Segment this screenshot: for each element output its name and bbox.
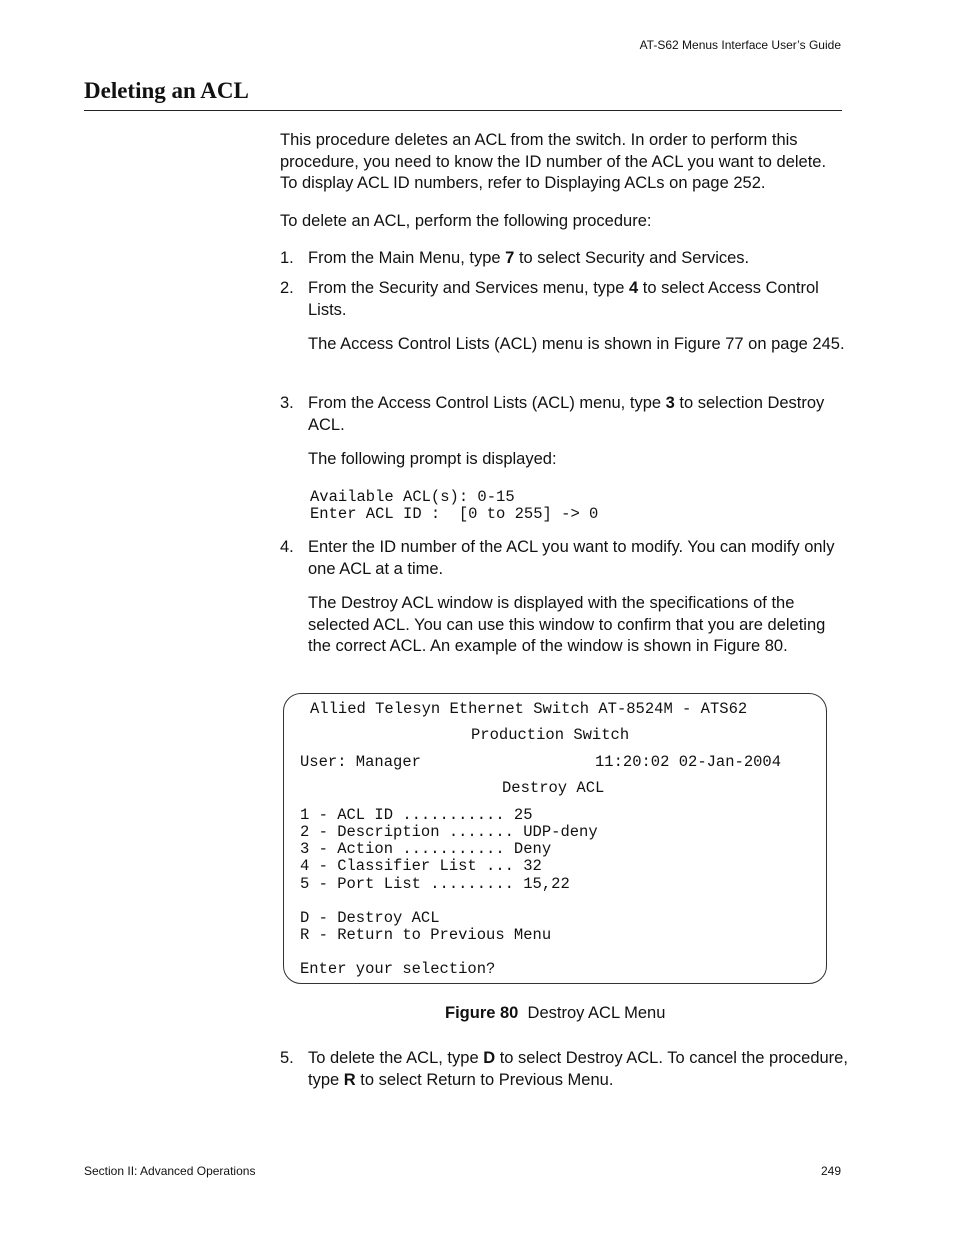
step-3-number: 3. — [280, 394, 294, 412]
step-4-text: Enter the ID number of the ACL you want to modify. You can modify only one ACL at a time. — [308, 538, 835, 578]
menu-option-return: R - Return to Previous Menu — [300, 926, 552, 944]
intro-paragraph: This procedure deletes an ACL from the switch. In order to perform this procedure, you need to know the ID number of the ACL you want to delete. To display ACL ID numbers, refer to Displaying ACLs on page 252. — [280, 131, 827, 192]
screen-selection-prompt: Enter your selection? — [300, 960, 496, 978]
screen-header-line: Allied Telesyn Ethernet Switch AT-8524M - ATS62 — [310, 700, 748, 718]
procedure-intro: To delete an ACL, perform the following procedure: — [280, 212, 652, 230]
step-2-note: The Access Control Lists (ACL) menu is shown in Figure 77 on page 245. — [308, 335, 845, 353]
step-5-number: 5. — [280, 1049, 294, 1067]
step-2-number: 2. — [280, 279, 294, 297]
page-number: 249 — [820, 1164, 841, 1178]
screen-user: User: Manager — [300, 753, 421, 771]
footer-section: Section II: Advanced Operations — [84, 1164, 256, 1178]
figure-caption: Figure 80 Destroy ACL Menu — [445, 1004, 666, 1022]
screen-menu-title: Destroy ACL — [502, 779, 605, 797]
section-title: Deleting an ACL — [84, 78, 249, 103]
step-4-number: 4. — [280, 538, 294, 556]
menu-item-classifier-list: 4 - Classifier List ... 32 — [300, 857, 542, 875]
menu-item-description: 2 - Description ....... UDP-deny — [300, 823, 598, 841]
screen-switch-name: Production Switch — [471, 726, 630, 744]
prompt-line-1: Available ACL(s): 0-15 — [310, 488, 515, 506]
step-1-text: From the Main Menu, type 7 to select Security and Services. — [308, 249, 750, 267]
screen-datetime: 11:20:02 02-Jan-2004 — [595, 753, 782, 771]
step-3-text: From the Access Control Lists (ACL) menu, type 3 to selection Destroy ACL. — [308, 394, 825, 434]
menu-item-port-list: 5 - Port List ......... 15,22 — [300, 875, 570, 893]
menu-option-destroy: D - Destroy ACL — [300, 909, 440, 927]
step-3-note: The following prompt is displayed: — [308, 450, 557, 468]
running-header: AT-S62 Menus Interface User’s Guide — [639, 38, 841, 52]
prompt-line-2: Enter ACL ID : [0 to 255] -> 0 — [310, 505, 599, 523]
step-5-text: To delete the ACL, type D to select Destroy ACL. To cancel the procedure, type R to select Return to Previous Menu. — [308, 1049, 848, 1089]
menu-item-action: 3 - Action ........... Deny — [300, 840, 552, 858]
title-rule — [84, 110, 842, 111]
step-4-note: The Destroy ACL window is displayed with the specifications of the selected ACL. You can use this window to confirm that you are deleting the correct ACL. An example of the window is shown in Figure 80. — [308, 594, 826, 655]
menu-item-acl-id: 1 - ACL ID ........... 25 — [300, 806, 533, 824]
step-1-number: 1. — [280, 249, 294, 267]
step-2-text: From the Security and Services menu, type 4 to select Access Control Lists. — [308, 279, 819, 319]
